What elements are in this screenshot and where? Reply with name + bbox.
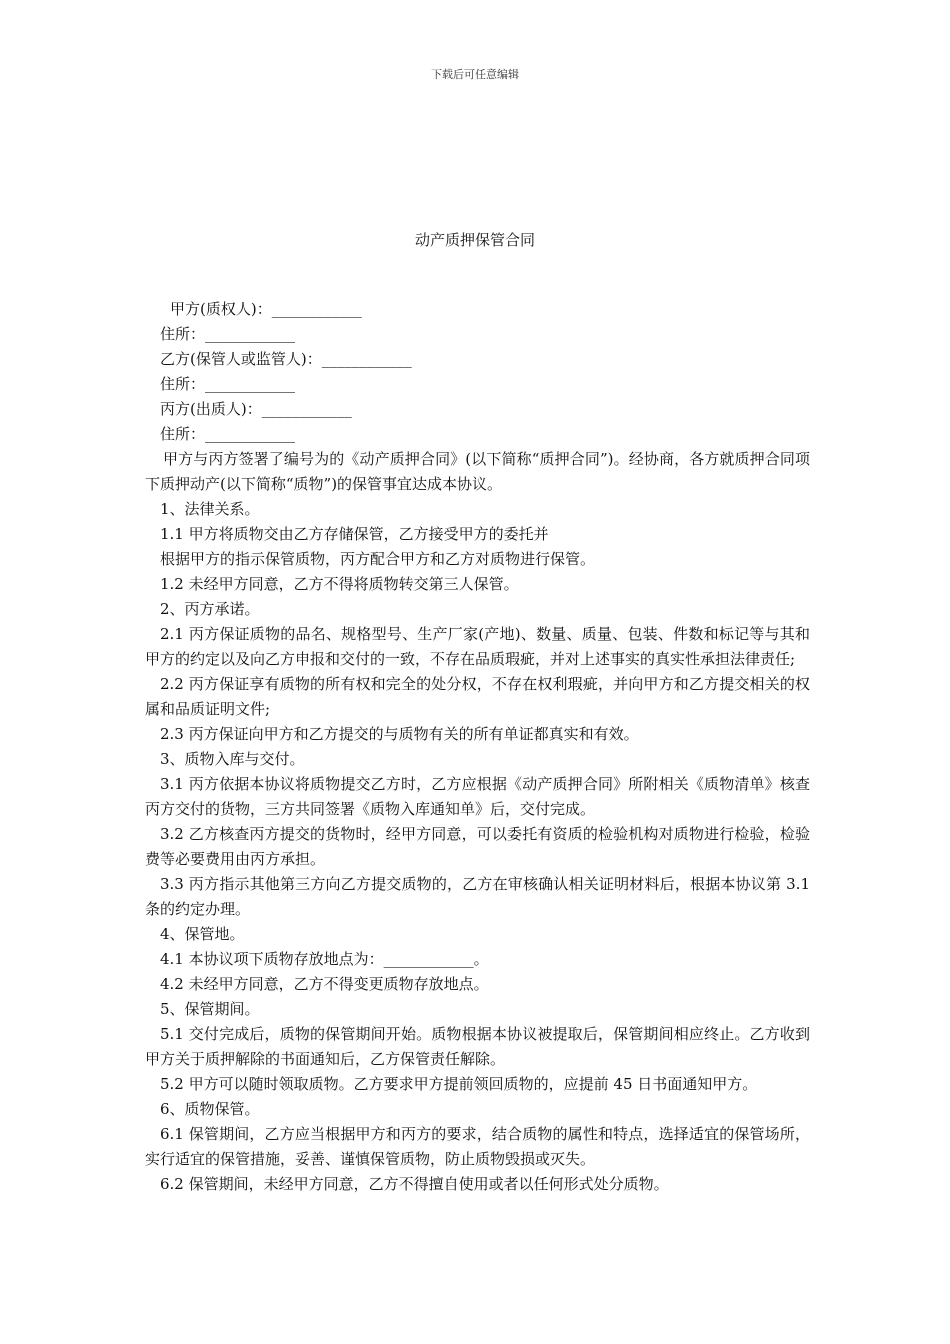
section-heading: 2、丙方承诺。 — [160, 600, 260, 618]
clause: 2.3 丙方保证向甲方和乙方提交的与质物有关的所有单证都真实和有效。 — [160, 725, 639, 743]
party-line: 乙方(保管人或监管人)：____________ — [160, 350, 412, 368]
party-line: 住所：____________ — [160, 325, 296, 343]
clause: 1.1 甲方将质物交由乙方存储保管，乙方接受甲方的委托并 — [160, 525, 549, 543]
blank-field: ____________ — [205, 425, 296, 443]
party-line: 丙方(出质人)：____________ — [160, 400, 352, 418]
header-note: 下载后可任意编辑 — [431, 68, 519, 81]
party-line: 住所：____________ — [160, 375, 296, 393]
blank-field: ____________ — [321, 350, 412, 368]
clause: 4.2 未经甲方同意，乙方不得变更质物存放地点。 — [160, 975, 489, 993]
contract-body — [145, 297, 810, 1197]
blank-field: ____________ — [205, 375, 296, 393]
clause: 5.1 交付完成后，质物的保管期间开始。质物根据本协议被提取后，保管期间相应终止。乙方收到甲方关于质押解除的书面通知后，乙方保管责任解除。 — [145, 1025, 810, 1068]
party-line: 甲方(质权人)：____________ — [170, 300, 362, 318]
clause: 3.3 丙方指示其他第三方向乙方提交质物的，乙方在审核确认相关证明材料后，根据本协议第 3.1 条的约定办理。 — [145, 875, 810, 918]
section-heading: 1、法律关系。 — [160, 500, 260, 518]
document-title: 动产质押保管合同 — [414, 231, 535, 249]
party-line: 住所：____________ — [160, 425, 296, 443]
clause: 3.1 丙方依据本协议将质物提交乙方时，乙方应根据《动产质押合同》所附相关《质物清单》核查丙方交付的货物，三方共同签署《质物入库通知单》后，交付完成。 — [145, 775, 810, 818]
section-heading: 3、质物入库与交付。 — [160, 750, 305, 768]
section-heading: 5、保管期间。 — [160, 1000, 260, 1018]
clause: 6.2 保管期间，未经甲方同意，乙方不得擅自使用或者以任何形式处分质物。 — [160, 1175, 669, 1193]
blank-field: ____________ — [261, 400, 352, 418]
clause: 6.1 保管期间，乙方应当根据甲方和丙方的要求，结合质物的属性和特点，选择适宜的保管场所，实行适宜的保管措施，妥善、谨慎保管质物，防止质物毁损或灭失。 — [145, 1125, 810, 1168]
blank-field: ____________ — [271, 300, 362, 318]
intro-paragraph: 甲方与丙方签署了编号为的《动产质押合同》(以下简称“质押合同”)。经协商，各方就质押合同项下质押动产(以下简称“质物”)的保管事宜达成本协议。 — [145, 450, 810, 493]
clause: 1.2 未经甲方同意，乙方不得将质物转交第三人保管。 — [160, 575, 519, 593]
blank-field: ____________ — [205, 325, 296, 343]
clause: 2.2 丙方保证享有质物的所有权和完全的处分权，不存在权利瑕疵，并向甲方和乙方提交相关的权属和品质证明文件; — [145, 675, 810, 718]
section-heading: 6、质物保管。 — [160, 1100, 260, 1118]
clause: 2.1 丙方保证质物的品名、规格型号、生产厂家(产地)、数量、质量、包装、件数和标记等与其和甲方的约定以及向乙方申报和交付的一致，不存在品质瑕疵，并对上述事实的真实性承担法律责任; — [145, 625, 810, 668]
section-heading: 4、保管地。 — [160, 925, 245, 943]
blank-field: ____________ — [383, 950, 474, 968]
clause: 5.2 甲方可以随时领取质物。乙方要求甲方提前领回质物的，应提前 45 日书面通知甲方。 — [160, 1075, 758, 1093]
clause: 4.1 本协议项下质物存放地点为：____________。 — [160, 950, 489, 968]
clause: 3.2 乙方核查丙方提交的货物时，经甲方同意，可以委托有资质的检验机构对质物进行检验，检验费等必要费用由丙方承担。 — [145, 825, 810, 868]
clause: 根据甲方的指示保管质物，丙方配合甲方和乙方对质物进行保管。 — [160, 550, 596, 568]
